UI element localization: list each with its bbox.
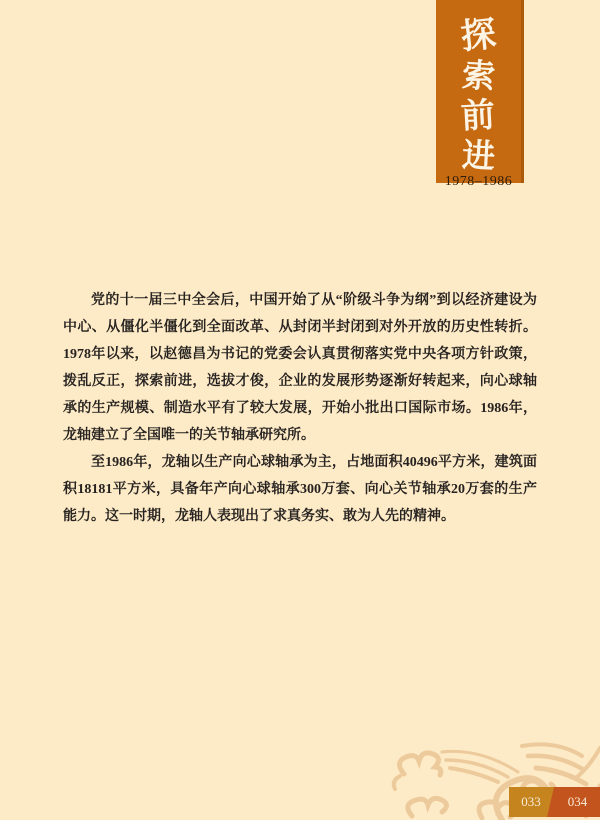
paragraph-1: 党的十一届三中全会后，中国开始了从“阶级斗争为纲”到以经济建设为中心、从僵化半僵化到全面改革、从封闭半封闭到对外开放的历史性转折。1978年以来，以赵德昌为书记的党委会认真贯彻落实党中央各项方针政策，拨乱反正，探索前进，选拔才俊，企业的发展形势逐渐好转起来，向心球轴承的生产规模、制造水平有了较大发展，开始小批出口国际市场。1986年，龙轴建立了全国唯一的关节轴承研究所。 [63, 293, 537, 443]
banner-character-2: 索 [460, 57, 497, 97]
page-number-strip [509, 787, 600, 817]
banner-character-3: 前 [460, 97, 497, 136]
page-number-right: 034 [567, 794, 588, 809]
paragraph-2: 至1986年，龙轴以生产向心球轴承为主，占地面积40496平方米，建筑面积18181平方米，具备年产向心球轴承300万套、向心关节轴承20万套的生产能力。这一时期，龙轴人表现出了求真务实、敢为人先的精神。 [63, 455, 537, 524]
banner-character-1: 探 [459, 14, 498, 57]
page-number-left: 033 [521, 794, 541, 809]
body-text [63, 287, 537, 530]
chapter-title-calligraphy [461, 0, 496, 174]
banner-character-4: 进 [461, 138, 496, 176]
chapter-banner [436, 0, 524, 189]
banner-year-range: 1978–1986 [444, 174, 513, 189]
